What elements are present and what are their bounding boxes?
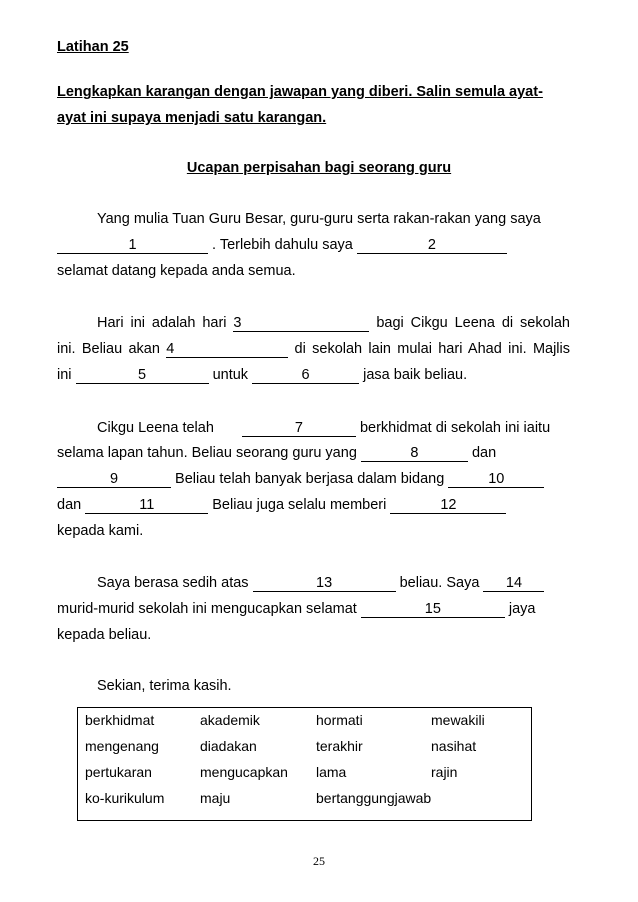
p1-line-3: selamat datang kepada anda semua. (57, 263, 296, 279)
word: mengenang (85, 738, 159, 754)
word: pertukaran (85, 764, 152, 780)
blank-7[interactable]: 7 (242, 421, 356, 437)
text: Saya berasa sedih atas (97, 575, 249, 591)
blank-4[interactable]: 4 (166, 342, 288, 358)
blank-13[interactable]: 13 (253, 576, 396, 592)
text: Cikgu Leena telah (97, 420, 214, 436)
p3-line-1 (57, 419, 570, 437)
blank-5[interactable]: 5 (76, 368, 209, 384)
p2-line-1 (57, 314, 570, 332)
text: ini (57, 367, 72, 383)
p4-line-3: kepada beliau. (57, 627, 152, 643)
p1-line-2 (57, 236, 570, 254)
text: murid-murid sekolah ini mengucapkan selamat (57, 601, 357, 617)
text: jaya (508, 601, 536, 617)
page-number: 25 (313, 854, 325, 868)
word: diadakan (200, 738, 257, 754)
p1-line-1: Yang mulia Tuan Guru Besar, guru-guru serta rakan-rakan yang saya (97, 211, 541, 227)
blank-10[interactable]: 10 (448, 472, 544, 488)
text: Hari ini adalah hari (97, 315, 227, 331)
word: ko-kurikulum (85, 790, 165, 806)
blank-8[interactable]: 8 (361, 446, 468, 462)
blank-11[interactable]: 11 (85, 498, 208, 514)
closing: Sekian, terima kasih. (97, 678, 232, 694)
blank-12[interactable]: 12 (390, 498, 506, 514)
blank-9[interactable]: 9 (57, 472, 171, 488)
p2-line-3 (57, 366, 570, 384)
p3-line-3 (57, 470, 570, 488)
exercise-heading: Latihan 25 (57, 39, 129, 55)
text: untuk (212, 367, 249, 383)
word: bertanggungjawab (316, 790, 432, 806)
title-wrap (0, 159, 638, 177)
blank-3[interactable]: 3 (233, 316, 369, 332)
text: ini. Beliau akan (57, 341, 160, 357)
text: . Terlebih dahulu saya (212, 237, 353, 253)
p4-line-1 (57, 574, 570, 592)
text: jasa baik beliau. (363, 367, 468, 383)
word: hormati (316, 712, 363, 728)
blank-6[interactable]: 6 (252, 368, 359, 384)
word: nasihat (431, 738, 477, 754)
text: dan (471, 445, 497, 461)
blank-2[interactable]: 2 (357, 238, 507, 254)
p3-line-5: kepada kami. (57, 523, 144, 539)
word: rajin (431, 764, 458, 780)
p2-line-2 (57, 340, 570, 358)
blank-1[interactable]: 1 (57, 238, 208, 254)
text: dan (57, 497, 82, 513)
instruction-line-2: ayat ini supaya menjadi satu karangan. (57, 110, 327, 126)
p4-line-2 (57, 600, 570, 618)
blank-15[interactable]: 15 (361, 602, 505, 618)
instruction-line-1: Lengkapkan karangan dengan jawapan yang diberi. Salin semula ayat- (57, 84, 543, 100)
essay-title: Ucapan perpisahan bagi seorang guru (186, 160, 452, 176)
text: berkhidmat di sekolah ini iaitu (359, 420, 551, 436)
text: Beliau juga selalu memberi (212, 497, 387, 513)
p3-line-2 (57, 444, 570, 462)
word: berkhidmat (85, 712, 155, 728)
word: mewakili (431, 712, 485, 728)
text: di sekolah lain mulai hari Ahad ini. Majlis (294, 341, 571, 357)
word: mengucapkan (200, 764, 288, 780)
word: akademik (200, 712, 260, 728)
blank-14[interactable]: 14 (483, 576, 544, 592)
word: terakhir (316, 738, 363, 754)
text: Beliau telah banyak berjasa dalam bidang (175, 471, 445, 487)
word: maju (200, 790, 231, 806)
text: bagi Cikgu Leena di sekolah (376, 315, 570, 331)
word: lama (316, 764, 347, 780)
p3-line-4 (57, 496, 570, 514)
word-bank-box (77, 707, 532, 821)
text: selama lapan tahun. Beliau seorang guru yang (57, 445, 357, 461)
text: beliau. Saya (399, 575, 480, 591)
